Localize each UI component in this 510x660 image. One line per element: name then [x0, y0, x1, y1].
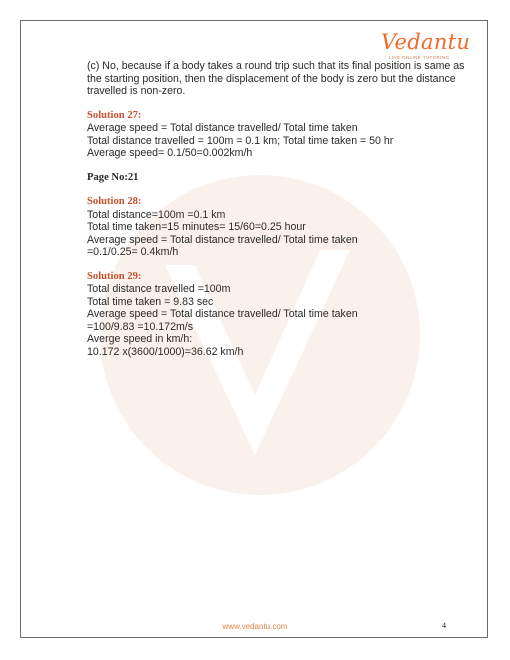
page-number: 4: [442, 621, 446, 630]
logo-tagline: LIVE ONLINE TUTORING: [389, 55, 450, 60]
text-line: Average speed = Total distance travelled/ Total time taken: [87, 308, 358, 320]
text-line: =100/9.83 =10.172m/s: [87, 320, 194, 333]
document-body: [87, 60, 465, 358]
intro-paragraph: [87, 60, 465, 98]
solution-29-body: [87, 283, 457, 358]
text-line: travelled is non-zero.: [87, 85, 186, 97]
solution-28-heading: Solution 28:: [87, 196, 142, 207]
text-line: Average speed= 0.1/50=0.002km/h: [87, 147, 253, 159]
page-number-heading: Page No:21: [87, 171, 139, 183]
text-line: Total distance=100m =0.1 km: [87, 208, 226, 221]
solution-27-heading: Solution 27:: [87, 109, 142, 121]
text-line: Total distance travelled =100m: [87, 283, 231, 295]
text-line: Averge speed in km/h:: [87, 333, 193, 345]
solution-29-heading: Solution 29:: [87, 270, 142, 282]
text-line: Average speed = Total distance travelled/ Total time taken: [87, 122, 358, 134]
text-line: the starting position, then the displacement of the body is zero but the distance: [87, 72, 456, 85]
solution-27-body: [87, 122, 457, 160]
text-line: 10.172 x(3600/1000)=36.62 km/h: [87, 345, 244, 358]
logo-wordmark: Vedantu: [381, 30, 471, 54]
solution-28-body: [87, 209, 457, 259]
text-line: Average speed = Total distance travelled/ Total time taken: [87, 233, 358, 246]
text-line: (c) No, because if a body takes a round trip such that its final position is same as: [87, 60, 465, 72]
text-line: =0.1/0.25= 0.4km/h: [87, 246, 179, 258]
footer-website-link[interactable]: www.vedantu.com: [222, 622, 288, 631]
text-line: Total time taken = 9.83 sec: [87, 295, 214, 308]
text-line: Total time taken=15 minutes= 15/60=0.25 hour: [87, 221, 306, 233]
text-line: Total distance travelled = 100m = 0.1 km; Total time taken = 50 hr: [87, 134, 394, 147]
